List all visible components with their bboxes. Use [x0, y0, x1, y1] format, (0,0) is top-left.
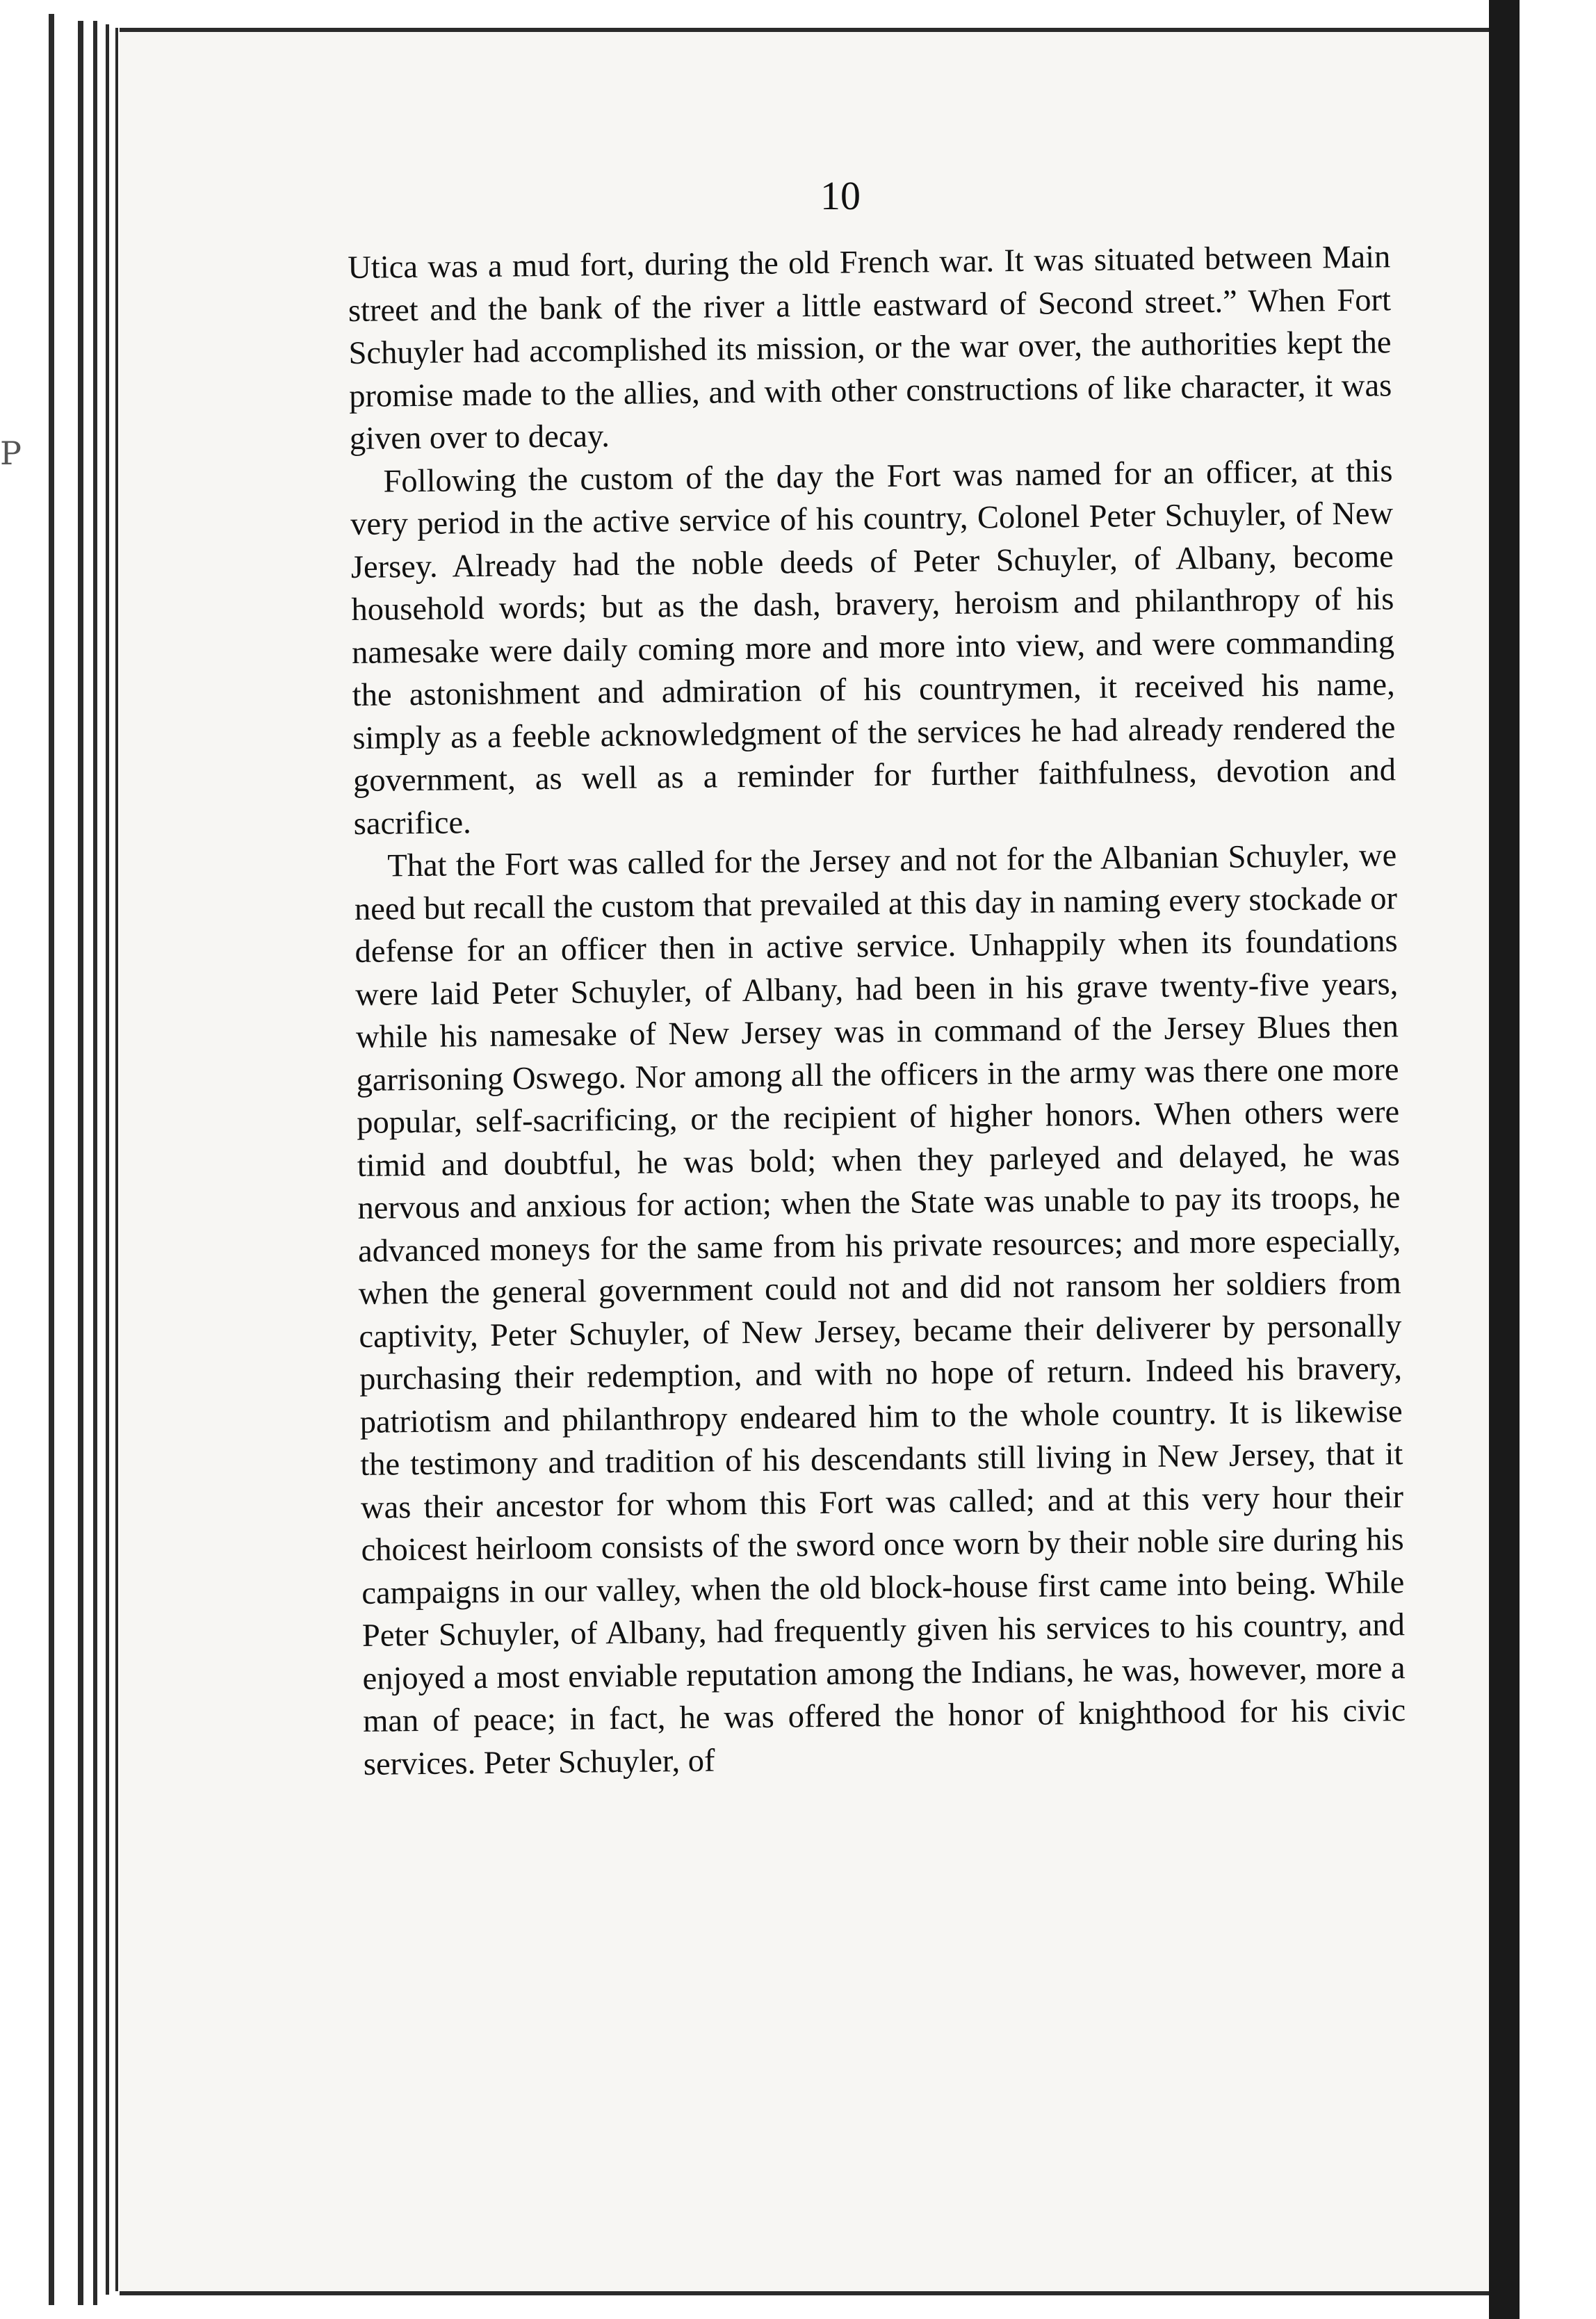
page-edge: [49, 14, 54, 2305]
page-edge: [93, 21, 97, 2305]
page-number: 10: [820, 173, 861, 218]
paragraph-1: Utica was a mud fort, during the old French war. It was situated between Main street and the bank of the river a little eastward of Second street.” When Fort Schuyler had accomplished its mission, or the war over, the authorities kept the promise made to the allies, and with other constructions of like character, it was given over to decay.: [348, 239, 1392, 457]
book-spine: [1489, 0, 1520, 2319]
page-edge: [78, 21, 83, 2305]
scan-border: [1520, 0, 1596, 2319]
page-edge: [106, 24, 109, 2295]
page-edge: [115, 28, 118, 2291]
body-text: [348, 236, 1406, 1786]
paragraph-2: Following the custom of the day the Fort was named for an officer, at this very period in the active service of his country, Colonel Peter Schuyler, of New Jersey. Already had the noble deeds of Peter Schuyler, of Albany, become household words; but as the dash, bravery, heroism and philanthropy of his namesake were daily coming more and more into view, and were commanding the astonishment and admiration of his countrymen, it received his name, simply as a feeble acknowledgment of the services he had already rendered the government, as well as a reminder for further faithfulness, devotion and sacrifice.: [350, 453, 1396, 842]
margin-mark: P: [0, 434, 22, 472]
paragraph-3: That the Fort was called for the Jersey and not for the Albanian Schuyler, we need but recall the custom that prevailed at this day in naming every stockade or defense for an officer then in active service. Unhappily when its foundations were laid Peter Schuyler, of Albany, had been in his grave twenty-five years, while his namesake of New Jersey was in command of the Jersey Blues then garrisoning Oswego. Nor among all the officers in the army was there one more popular, self-sacrificing, or the recipient of higher honors. When others were timid and doubtful, he was bold; when they parleyed and delayed, he was nervous and anxious for action; when the State was unable to pay its troops, he advanced moneys for the same from his private resources; and more especially, when the general government could not and did not ransom her soldiers from captivity, Peter Schuyler, of New Jersey, became their deliverer by personally purchasing their redemption, and with no hope of return. Indeed his bravery, patriotism and philanthropy endeared him to the whole country. It is likewise the testimony and tradition of his descendants still living in New Jersey, that it was their ancestor for whom this Fort was called; and at this very hour their choicest heirloom consists of the sword once worn by their noble sire during his campaigns in our valley, when the old block-house first came into being. While Peter Schuyler, of Albany, had frequently given his services to his country, and enjoyed a most enviable reputation among the Indians, he was, however, more a man of peace; in fact, he was offered the honor of knighthood for his civic services. Peter Schuyler, of: [354, 838, 1406, 1782]
